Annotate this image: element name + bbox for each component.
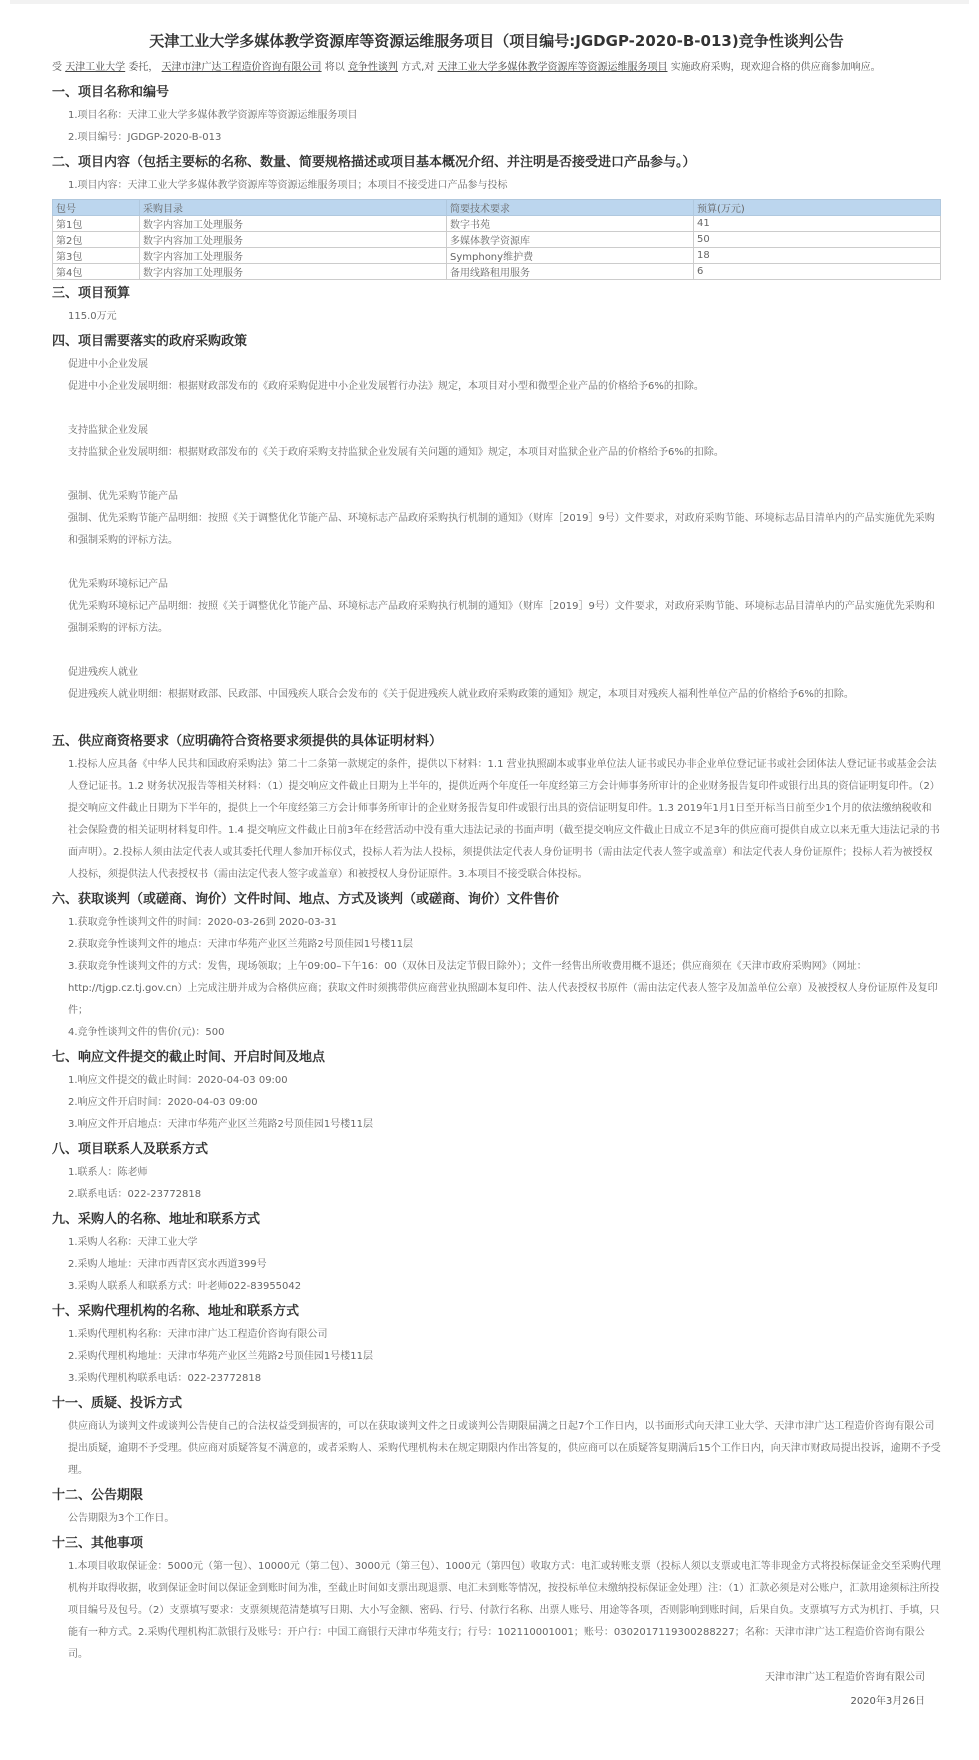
table-cell: 6 <box>694 264 941 280</box>
table-cell: 第4包 <box>53 264 140 280</box>
section-item: 3.获取竞争性谈判文件的方式：发售，现场领取；上午09:00–下午16：00（双休日及法定节假日除外）；文件一经售出所收费用概不退还；供应商须在《天津市政府采购网》（网址：http://tjgp.cz.tj.gov.cn）上完成注册并成为合格供应商；获取文件时须携带供应商营业执照副本复印件、法人代表授权书原件（需由法定代表人签字及加盖单位公章）及被授权人身份证原件及复印件； <box>68 961 938 1016</box>
policy-detail: 促进中小企业发展明细：根据财政部发布的《政府采购促进中小企业发展暂行办法》规定，本项目对小型和微型企业产品的价格给予6%的扣除。 <box>68 381 704 392</box>
table-row <box>53 264 941 280</box>
section-item: 2.获取竞争性谈判文件的地点：天津市华苑产业区兰苑路2号顶佳园1号楼11层 <box>68 939 413 950</box>
signature-date: 2020年3月26日 <box>850 1696 925 1707</box>
section-heading: 八、项目联系人及联系方式 <box>52 1142 209 1157</box>
table-cell: 18 <box>694 248 941 264</box>
method-text: 竞争性谈判 <box>347 62 398 73</box>
signature-company: 天津市津广达工程造价咨询有限公司 <box>765 1672 925 1683</box>
project-link[interactable]: 天津工业大学多媒体教学资源库等资源运维服务项目 <box>437 62 668 73</box>
section-heading: 六、获取谈判（或磋商、询价）文件时间、地点、方式及谈判（或磋商、询价）文件售价 <box>52 892 560 907</box>
table-cell: 数字内容加工处理服务 <box>140 248 447 264</box>
table-cell: 数字内容加工处理服务 <box>140 232 447 248</box>
table-cell: 数字书苑 <box>447 216 694 232</box>
table-row <box>53 216 941 232</box>
section-item: 1.采购代理机构名称：天津市津广达工程造价咨询有限公司 <box>68 1329 328 1340</box>
section-item: 1.联系人：陈老师 <box>68 1167 148 1178</box>
section-heading: 十二、公告期限 <box>52 1488 144 1503</box>
table-row <box>53 248 941 264</box>
intro-text: 方式,对 <box>401 62 435 73</box>
section-item: 1.响应文件提交的截止时间：2020-04-03 09:00 <box>68 1075 288 1086</box>
section-heading: 十三、其他事项 <box>52 1536 144 1551</box>
page-title: 天津工业大学多媒体教学资源库等资源运维服务项目（项目编号:JGDGP-2020-B-013)竞争性谈判公告 <box>149 32 844 50</box>
intro-text: 受 <box>52 62 62 73</box>
section-heading: 十、采购代理机构的名称、地址和联系方式 <box>52 1304 300 1319</box>
section-heading: 一、项目名称和编号 <box>52 85 170 100</box>
intro-text: 将以 <box>324 62 345 73</box>
agency-link[interactable]: 天津市津广达工程造价咨询有限公司 <box>161 62 322 73</box>
section-heading: 四、项目需要落实的政府采购政策 <box>52 334 248 349</box>
policy-name: 强制、优先采购节能产品 <box>68 491 178 502</box>
section-item: 3.采购人联系人和联系方式：叶老师022-83955042 <box>68 1281 302 1292</box>
column-header: 简要技术要求 <box>447 200 694 216</box>
table-cell: 多媒体教学资源库 <box>447 232 694 248</box>
section-heading: 九、采购人的名称、地址和联系方式 <box>52 1212 261 1227</box>
policy-detail: 优先采购环境标记产品明细：按照《关于调整优化节能产品、环境标志产品政府采购执行机制的通知》（财库［2019］9号）文件要求，对政府采购节能、环境标志品目清单内的产品实施优先采购和强制采购的评标方法。 <box>68 601 935 634</box>
policy-detail: 促进残疾人就业明细：根据财政部、民政部、中国残疾人联合会发布的《关于促进残疾人就业政府采购政策的通知》规定，本项目对残疾人福利性单位产品的价格给予6%的扣除。 <box>68 689 854 700</box>
table-cell: 50 <box>694 232 941 248</box>
section-heading: 二、项目内容（包括主要标的名称、数量、简要规格描述或项目基本概况介绍、并注明是否接受进口产品参与。） <box>52 155 696 170</box>
section-item: 2.采购人地址：天津市西青区宾水西道399号 <box>68 1259 267 1270</box>
section-item: 1.获取竞争性谈判文件的时间：2020-03-26到 2020-03-31 <box>68 917 337 928</box>
section-item: 公告期限为3个工作日。 <box>68 1513 175 1524</box>
table-cell: Symphony维护费 <box>447 248 694 264</box>
policy-name: 促进残疾人就业 <box>68 667 138 678</box>
table-cell: 备用线路租用服务 <box>447 264 694 280</box>
table-cell: 第2包 <box>53 232 140 248</box>
section-heading: 五、供应商资格要求（应明确符合资格要求须提供的具体证明材料） <box>52 734 443 749</box>
purchaser-link[interactable]: 天津工业大学 <box>65 62 126 73</box>
table-cell: 第1包 <box>53 216 140 232</box>
table-cell: 数字内容加工处理服务 <box>140 264 447 280</box>
policy-name: 支持监狱企业发展 <box>68 425 148 436</box>
section-item: 2.采购代理机构地址：天津市华苑产业区兰苑路2号顶佳园1号楼11层 <box>68 1351 373 1362</box>
section-item: 供应商认为谈判文件或谈判公告使自己的合法权益受到损害的，可以在获取谈判文件之日或谈判公告期限届满之日起7个工作日内，以书面形式向天津工业大学、天津市津广达工程造价咨询有限公司提出质疑，逾期不予受理。供应商对质疑答复不满意的，或者采购人、采购代理机构未在规定期限内作出答复的，供应商可以在质疑答复期满后15个工作日内，向天津市财政局提出投诉，逾期不予受理。 <box>68 1421 941 1476</box>
table-header-row <box>53 200 941 216</box>
intro-paragraph <box>52 57 941 79</box>
section-heading: 十一、质疑、投诉方式 <box>52 1396 183 1411</box>
section-item: 2.项目编号：JGDGP-2020-B-013 <box>68 132 222 143</box>
table-row <box>53 232 941 248</box>
intro-text: 委托， <box>128 62 159 73</box>
section-item: 1.本项目收取保证金：5000元（第一包）、10000元（第二包）、3000元（第三包）、1000元（第四包）收取方式：电汇或转账支票（投标人须以支票或电汇等非现金方式将投标保证金交至采购代理机构并取得收据，收到保证金时间以保证金到账时间为准，至截止时间如支票出现退票、电汇未到账等情况，按投标单位未缴纳投标保证金处理）注：（1）汇款必须是对公账户，汇款用途须标注所投项目编号及包号。（2）支票填写要求：支票须规范清楚填写日期、大小写金额、密码、行号、付款行名称、出票人账号、用途等各项，否则影响到账时间，后果自负。支票填写方式为机打、手填，只能有一种方式。2.采购代理机构汇款银行及账号：开户行：中国工商银行天津市华苑支行；行号：102110001001；账号：0302017119300288227；名称：天津市津广达工程造价咨询有限公司。 <box>68 1561 941 1660</box>
column-header: 预算(万元) <box>694 200 941 216</box>
section-item: 3.响应文件开启地点：天津市华苑产业区兰苑路2号顶佳园1号楼11层 <box>68 1119 373 1130</box>
policy-detail: 强制、优先采购节能产品明细：按照《关于调整优化节能产品、环境标志产品政府采购执行机制的通知》（财库［2019］9号）文件要求，对政府采购节能、环境标志品目清单内的产品实施优先采购和强制采购的评标方法。 <box>68 513 935 546</box>
table-cell: 数字内容加工处理服务 <box>140 216 447 232</box>
announcement-page <box>0 4 979 1724</box>
section-item: 1.项目内容：天津工业大学多媒体教学资源库等资源运维服务项目；本项目不接受进口产品参与投标 <box>68 180 508 191</box>
package-table <box>52 199 941 280</box>
policy-name: 优先采购环境标记产品 <box>68 579 168 590</box>
section-heading: 三、项目预算 <box>52 286 131 301</box>
section-item: 1.项目名称：天津工业大学多媒体教学资源库等资源运维服务项目 <box>68 110 358 121</box>
intro-text: 实施政府采购，现欢迎合格的供应商参加响应。 <box>670 62 881 73</box>
section-item: 2.响应文件开启时间：2020-04-03 09:00 <box>68 1097 258 1108</box>
policy-name: 促进中小企业发展 <box>68 359 148 370</box>
column-header: 采购目录 <box>140 200 447 216</box>
table-cell: 第3包 <box>53 248 140 264</box>
section-item: 4.竞争性谈判文件的售价(元)：500 <box>68 1027 225 1038</box>
section-item: 1.采购人名称：天津工业大学 <box>68 1237 198 1248</box>
table-cell: 41 <box>694 216 941 232</box>
section-heading: 七、响应文件提交的截止时间、开启时间及地点 <box>52 1050 326 1065</box>
budget-value: 115.0万元 <box>68 311 117 322</box>
section-item: 2.联系电话：022-23772818 <box>68 1189 202 1200</box>
section-item: 1.投标人应具备《中华人民共和国政府采购法》第二十二条第一款规定的条件，提供以下材料：1.1 营业执照副本或事业单位法人证书或民办非企业单位登记证书或社会团体法人登记证书或基金会法人登记证书。1.2 财务状况报告等相关材料：（1）提交响应文件截止日期为上半年的，提供近两个年度任一年度经第三方会计师事务所审计的企业财务报告复印件或银行出具的资信证明复印件。（2）提交响应文件截止日期为下半年的，提供上一个年度经第三方会计师事务所审计的企业财务报告复印件或银行出具的资信证明复印件。1.3 2019年1月1日至开标当日前至少1个月的依法缴纳税收和社会保险费的相关证明材料复印件。1.4 提交响应文件截止日前3年在经营活动中没有重大违法记录的书面声明（截至提交响应文件截止日成立不足3年的供应商可提供自成立以来无重大违法记录的书面声明）。2.投标人须由法定代表人或其委托代理人参加开标仪式，投标人若为法人投标，须提供法定代表人身份证明书（需由法定代表人签字或盖章）和法定代表人身份证原件；投标人若为被授权人投标，须提供法人代表授权书（需由法定代表人签字或盖章）和被授权人身份证原件。3.本项目不接受联合体投标。 <box>68 759 940 880</box>
section-item: 3.采购代理机构联系电话：022-23772818 <box>68 1373 262 1384</box>
column-header: 包号 <box>53 200 140 216</box>
policy-detail: 支持监狱企业发展明细：根据财政部发布的《关于政府采购支持监狱企业发展有关问题的通知》规定，本项目对监狱企业产品的价格给予6%的扣除。 <box>68 447 724 458</box>
